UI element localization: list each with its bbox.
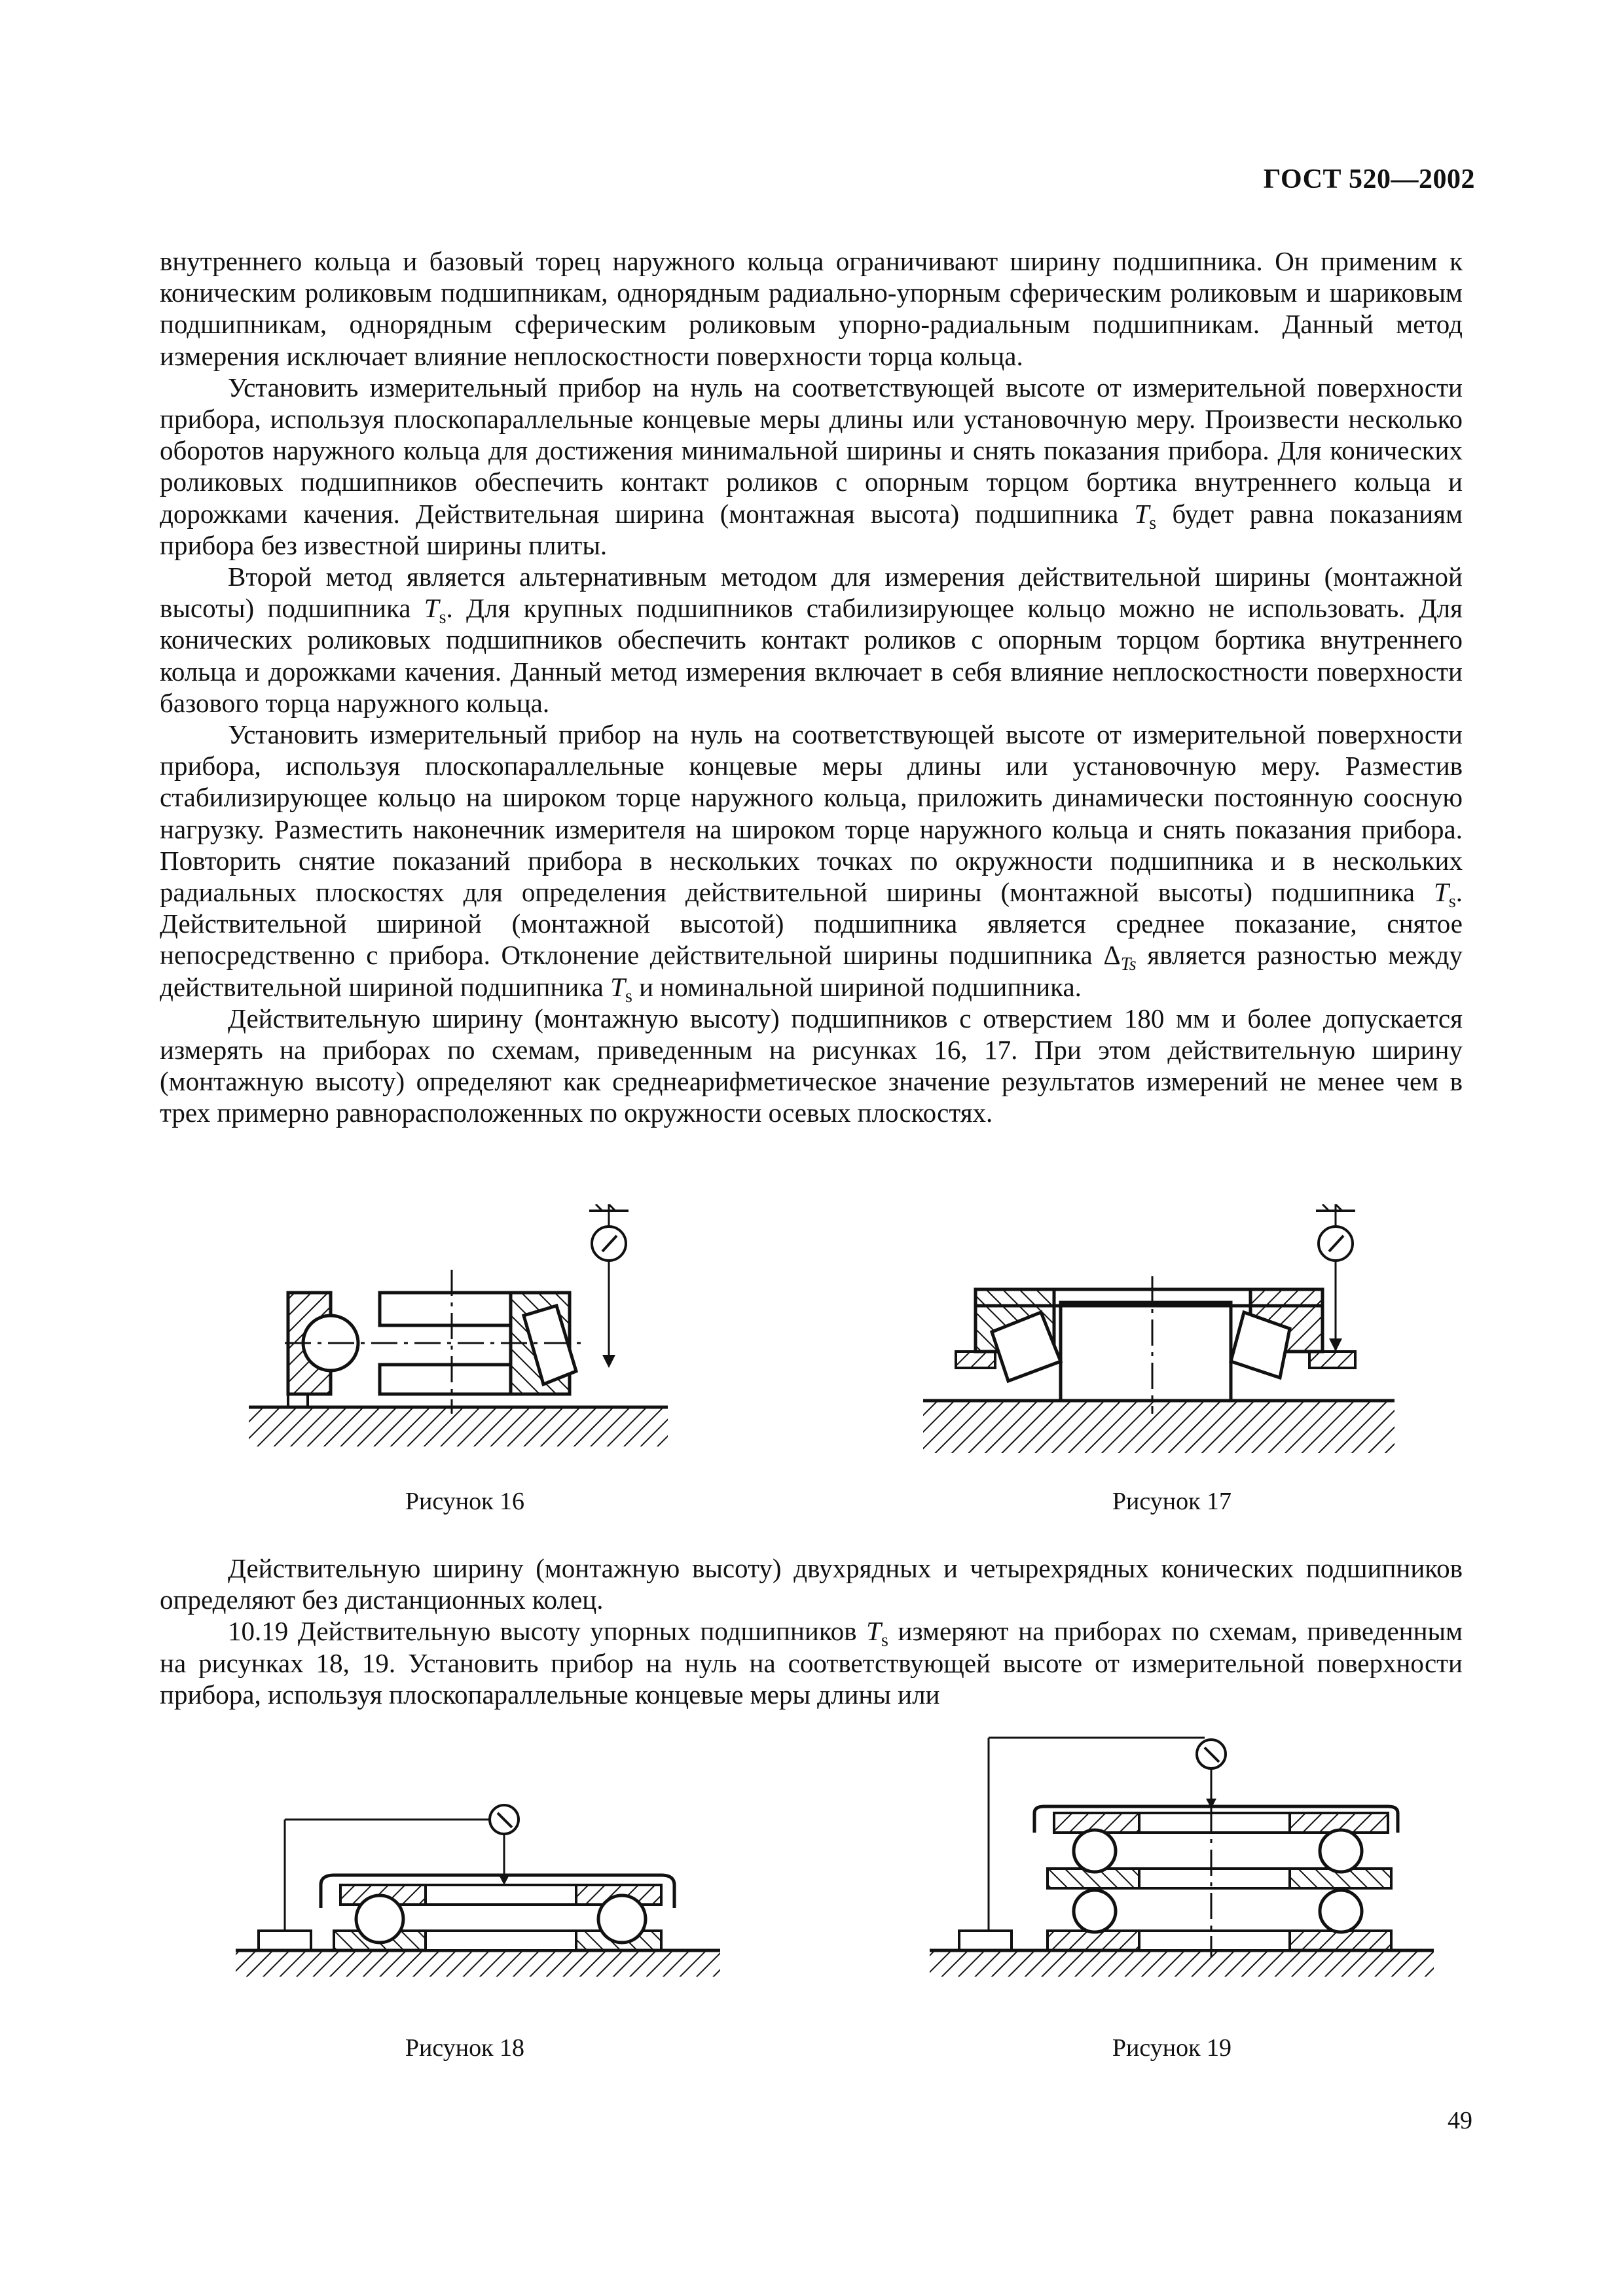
page-number: 49 [1448,2107,1472,2134]
figure-19-drawing [923,1728,1440,1996]
standard-header: ГОСТ 520—2002 [1263,164,1475,194]
paragraph-1: внутреннего кольца и базовый торец наружного кольца ограничивают ширину подшипника. Он применим к коническим роликовым подшипникам, однорядным радиально-упорным сферическим роликовым и шариковым подшипникам, однорядным сферическим роликовым упорно-радиальным подшипникам. Данный метод измерения исключает влияние неплоскостности поверхности торца кольца. [160,246,1463,371]
figure-18-drawing [229,1793,727,1996]
figure-16-caption: Рисунок 16 [405,1488,525,1515]
paragraph-7: 10.19 Действительную высоту упорных подшипников $T_s$ измеряют на приборах по схемам, приведенным на рисунках 18, 19. Установить прибор на нуль на соответствующей высоте от измерительной поверхности прибора, используя плоскопараллельные концевые меры длины или [160,1616,1463,1710]
figure-19-caption: Рисунок 19 [1112,2034,1232,2062]
paragraph-2: Установить измерительный прибор на нуль на соответствующей высоте от измерительной поверхности прибора, используя плоскопараллельные концевые меры длины или установочную меру. Произвести несколько оборотов наружного кольца для достижения минимальной ширины и снять показания прибора. Для конических роликовых подшипников обеспечить контакт роликов с опорным торцом бортика внутреннего кольца и дорожками качения. Действительная ширина (монтажная высота) подшипника $T_s$ будет равна показаниям прибора без известной ширины плиты. [160,372,1463,560]
figure-17-drawing [917,1204,1401,1466]
figure-17-caption: Рисунок 17 [1112,1488,1232,1515]
body-text-continued [160,1552,1463,1710]
figure-18-caption: Рисунок 18 [405,2034,525,2062]
paragraph-5: Действительную ширину (монтажную высоту) подшипников с отверстием 180 мм и более допускается измерять на приборах по схемам, приведенным на рисунках 16, 17. При этом действительную ширину (монтажную высоту) определяют как среднеарифметическое значение результатов измерений не менее чем в трех примерно равнорасположенных по окружности осевых плоскостях. [160,1003,1463,1128]
paragraph-6: Действительную ширину (монтажную высоту) двухрядных и четырехрядных конических подшипников определяют без дистанционных колец. [160,1553,1463,1615]
body-text [160,245,1463,1129]
paragraph-3: Второй метод является альтернативным методом для измерения действительной ширины (монтажной высоты) подшипника $T_s$. Для крупных подшипников стабилизирующее кольцо можно не использовать. Для конических роликовых подшипников обеспечить контакт роликов с опорным торцом бортика внутреннего кольца и дорожками качения. Данный метод измерения включает в себя влияние неплоскостности поверхности базового торца наружного кольца. [160,562,1463,718]
paragraph-4: Установить измерительный прибор на нуль на соответствующей высоте от измерительной поверхности прибора, используя плоскопараллельные концевые меры длины или установочную меру. Разместив стабилизирующее кольцо на широком торце наружного кольца, приложить динамически постоянную соосную нагрузку. Разместить наконечник измерителя на широком торце наружного кольца и снять показания прибора. Повторить снятие показаний прибора в нескольких точках по окружности подшипника и в нескольких радиальных плоскостях для определения действительной ширины (монтажной высоты) подшипника $T_s$. Действительной шириной (монтажной высотой) подшипника является среднее показание, снятое непосредственно с прибора. Отклонение действительной ширины подшипника $\Delta_{Ts}$ является разностью между действительной шириной подшипника $T_s$ и номинальной шириной подшипника. [160,719,1463,1007]
figure-16-drawing [249,1204,681,1466]
